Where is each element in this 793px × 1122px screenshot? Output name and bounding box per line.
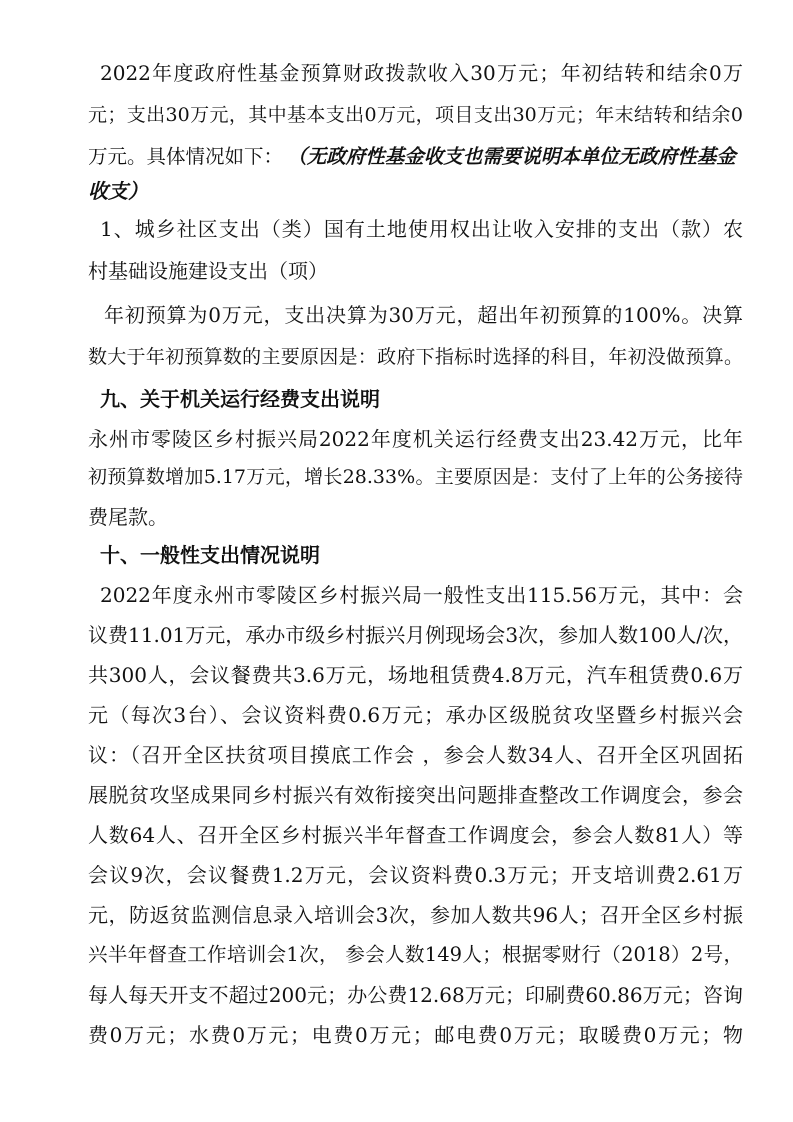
para1-line2: 元；支出30万元，其中基本支出0万元，项目支出30万元；年末结转和结余0 [88,104,743,126]
section10-line-4: 元（每次3台）、会议资料费0.6万元；承办区级脱贫攻坚暨乡村振兴会 [88,703,743,727]
para1-line3-text: 万元。具体情况如下： [88,145,284,168]
section10-line-11: 每人每天开支不超过200元；办公费12.68万元；印刷费60.86万元；咨询 [88,983,743,1007]
section10-heading: 十、一般性支出情况说明 [100,543,320,567]
section9-heading: 九、关于机关运行经费支出说明 [100,387,380,411]
section10-line-12: 费0万元；水费0万元；电费0万元；邮电费0万元；取暖费0万元；物 [88,1023,743,1047]
section10-line-3: 共300人，会议餐费共3.6万元，场地租赁费4.8万元，汽车租赁费0.6万 [88,663,743,687]
para1-line1: 2022年度政府性基金预算财政拨款收入30万元；年初结转和结余0万 [100,61,743,85]
para2-line1: 年初预算为0万元，支出决算为30万元，超出年初预算的100%。决算 [104,303,743,327]
section10-line-9: 元，防返贫监测信息录入培训会3次，参加人数共96人；召开全区乡村振 [88,903,743,927]
item1-line1: 1、城乡社区支出（类）国有土地使用权出让收入安排的支出（款）农 [100,217,743,241]
section10-line-2: 议费11.01万元，承办市级乡村振兴月例现场会3次，参加人数100人/次， [88,623,743,647]
para1-note: （无政府性基金收支也需要说明本单位无政府性基金 [297,145,736,168]
section9-line2: 初预算数增加5.17万元，增长28.33%。主要原因是：支付了上年的公务接待 [88,466,743,488]
para2-line2: 数大于年初预算数的主要原因是：政府下指标时选择的科目，年初没做预算。 [88,346,743,368]
section10-line-10: 兴半年督查工作培训会1次， 参会人数149人；根据零财行（2018）2号， [88,943,743,966]
section10-line-7: 人数64人、召开全区乡村振兴半年督查工作调度会，参会人数81人）等 [88,823,743,847]
section10-line-8: 会议9次，会议餐费1.2万元，会议资料费0.3万元；开支培训费2.61万 [88,863,743,887]
section10-line-5: 议：（召开全区扶贫项目摸底工作会 ，参会人数34人、召开全区巩固拓 [88,743,743,767]
para1-line3 [88,142,743,172]
section9-line3: 费尾款。 [88,505,168,529]
section10-line-1: 2022年度永州市零陵区乡村振兴局一般性支出115.56万元，其中：会 [100,583,743,607]
section10-line-6: 展脱贫攻坚成果同乡村振兴有效衔接突出问题排查整改工作调度会，参会 [88,783,743,807]
section9-line1: 永州市零陵区乡村振兴局2022年度机关运行经费支出23.42万元，比年 [88,427,743,451]
para1-line4-note: 收支） [88,179,148,203]
item1-line2: 村基础设施建设支出（项） [88,259,328,283]
